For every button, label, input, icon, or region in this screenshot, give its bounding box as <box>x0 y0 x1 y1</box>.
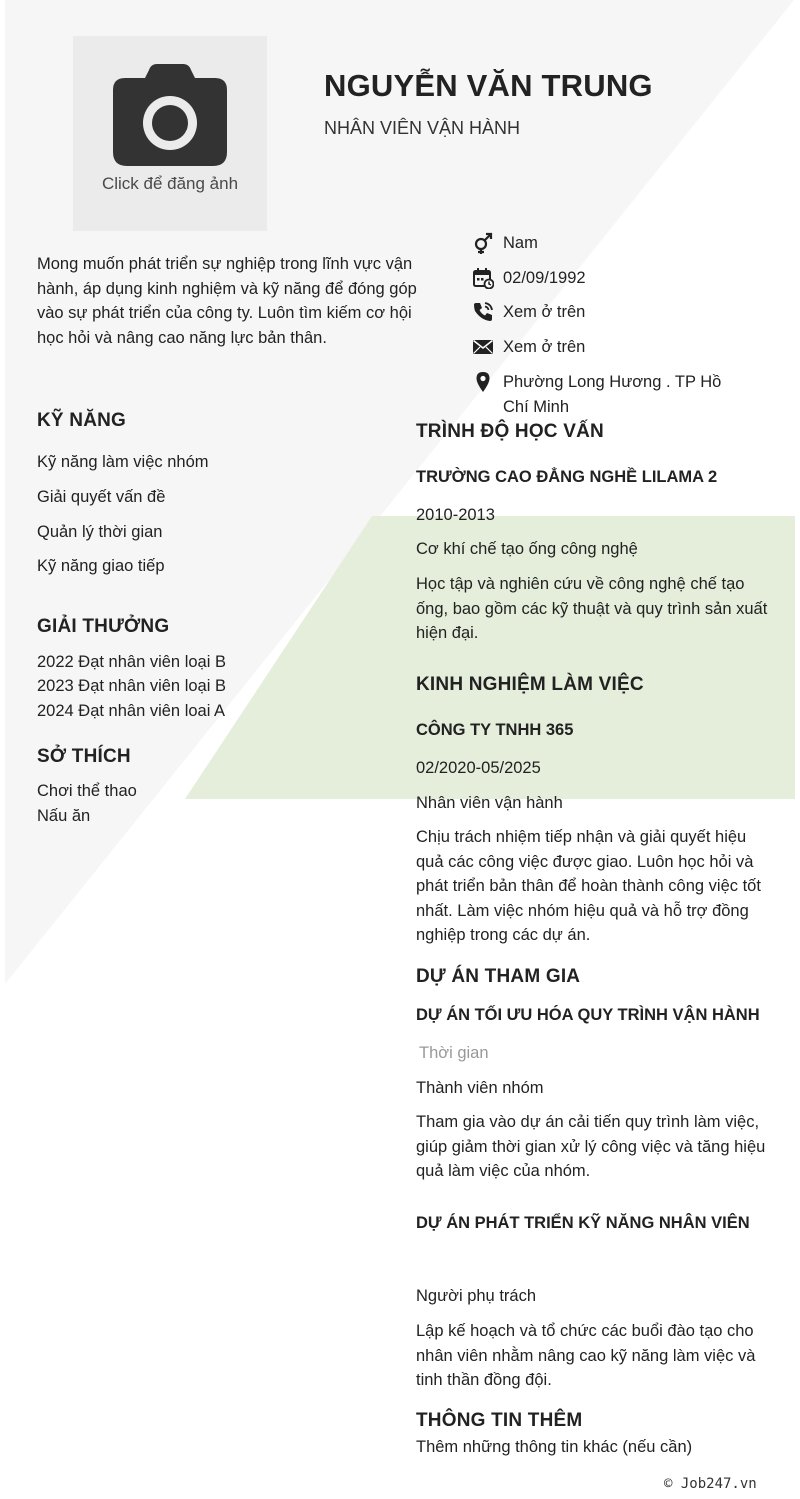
phone-icon <box>472 301 494 323</box>
project-name: DỰ ÁN PHÁT TRIỂN KỸ NĂNG NHÂN VIÊN <box>416 1214 750 1232</box>
skills-heading: KỸ NĂNG <box>37 410 127 431</box>
experience-period: 02/2020-05/2025 <box>416 759 541 777</box>
gender-icon <box>472 232 494 254</box>
hobby-item: Nấu ăn <box>37 807 91 825</box>
additional-info-text: Thêm những thông tin khác (nếu cần) <box>416 1438 693 1456</box>
copyright-footer: © Job247.vn <box>664 1476 757 1492</box>
gender-value: Nam <box>503 234 538 252</box>
education-major: Cơ khí chế tạo ống công nghệ <box>416 540 638 558</box>
experience-heading: KINH NGHIỆM LÀM VIỆC <box>416 674 644 695</box>
school-name: TRƯỜNG CAO ĐẲNG NGHỀ LILAMA 2 <box>416 468 718 486</box>
avatar-upload[interactable] <box>73 36 267 231</box>
skill-item: Kỹ năng giao tiếp <box>37 557 165 575</box>
phone-value: Xem ở trên <box>503 303 586 321</box>
skill-item: Quản lý thời gian <box>37 523 163 541</box>
project-description: Tham gia vào dự án cải tiến quy trình làm việc, giúp giảm thời gian xử lý công việc và tăng hiệu quả làm việc của nhóm. <box>416 1113 766 1180</box>
project-role: Người phụ trách <box>416 1287 537 1305</box>
contact-address <box>472 370 742 420</box>
job-title: NHÂN VIÊN VẬN HÀNH <box>324 118 521 138</box>
birthday-value: 02/09/1992 <box>503 269 586 287</box>
education-description: Học tập và nghiên cứu về công nghệ chế tạo ống, bao gồm các kỹ thuật và quy trình sản xuất hiện đại. <box>416 575 768 642</box>
experience-position: Nhân viên vận hành <box>416 794 563 812</box>
skill-item: Kỹ năng làm việc nhóm <box>37 453 209 471</box>
contact-email <box>472 335 742 360</box>
project-role: Thành viên nhóm <box>416 1079 544 1097</box>
award-item: 2022 Đạt nhân viên loại B <box>37 653 226 671</box>
education-period: 2010-2013 <box>416 506 495 524</box>
hobbies-heading: SỞ THÍCH <box>37 746 131 767</box>
project-time-placeholder: Thời gian <box>419 1044 489 1062</box>
full-name: NGUYỄN VĂN TRUNG <box>324 68 653 103</box>
address-value: Phường Long Hương . TP Hồ Chí Minh <box>503 373 722 416</box>
email-value: Xem ở trên <box>503 338 586 356</box>
career-objective: Mong muốn phát triển sự nghiệp trong lĩnh vực vận hành, áp dụng kinh nghiệm và kỹ năng để đóng góp vào sự phát triển của công ty. Luôn tìm kiếm cơ hội học hỏi và nâng cao năng lực bản thân. <box>37 255 417 347</box>
contact-phone <box>472 300 742 325</box>
contact-gender <box>472 231 742 256</box>
skill-item: Giải quyết vấn đề <box>37 488 166 506</box>
location-pin-icon <box>472 371 494 393</box>
experience-description: Chịu trách nhiệm tiếp nhận và giải quyết hiệu quả các công việc được giao. Luôn học hỏi và phát triển bản thân để hoàn thành công việc tốt nhất. Làm việc nhóm hiệu quả và hỗ trợ đồng nghiệp trong các dự án. <box>416 828 761 944</box>
calendar-icon <box>472 267 494 289</box>
projects-heading: DỰ ÁN THAM GIA <box>416 966 581 987</box>
camera-icon <box>111 64 229 168</box>
awards-heading: GIẢI THƯỞNG <box>37 616 170 637</box>
company-name: CÔNG TY TNHH 365 <box>416 721 574 739</box>
contact-birthday <box>472 266 742 291</box>
project-description: Lập kế hoạch và tổ chức các buổi đào tạo cho nhân viên nhằm nâng cao kỹ năng làm việc và tinh thần đồng đội. <box>416 1322 756 1389</box>
additional-info-heading: THÔNG TIN THÊM <box>416 1410 583 1431</box>
hobby-item: Chơi thể thao <box>37 782 137 800</box>
education-heading: TRÌNH ĐỘ HỌC VẤN <box>416 421 604 442</box>
envelope-icon <box>472 336 494 358</box>
award-item: 2024 Đạt nhân viên loai A <box>37 702 226 720</box>
project-name: DỰ ÁN TỐI ƯU HÓA QUY TRÌNH VẬN HÀNH <box>416 1006 760 1024</box>
photo-caption: Click để đăng ảnh <box>101 174 239 193</box>
award-item: 2023 Đạt nhân viên loại B <box>37 677 226 695</box>
